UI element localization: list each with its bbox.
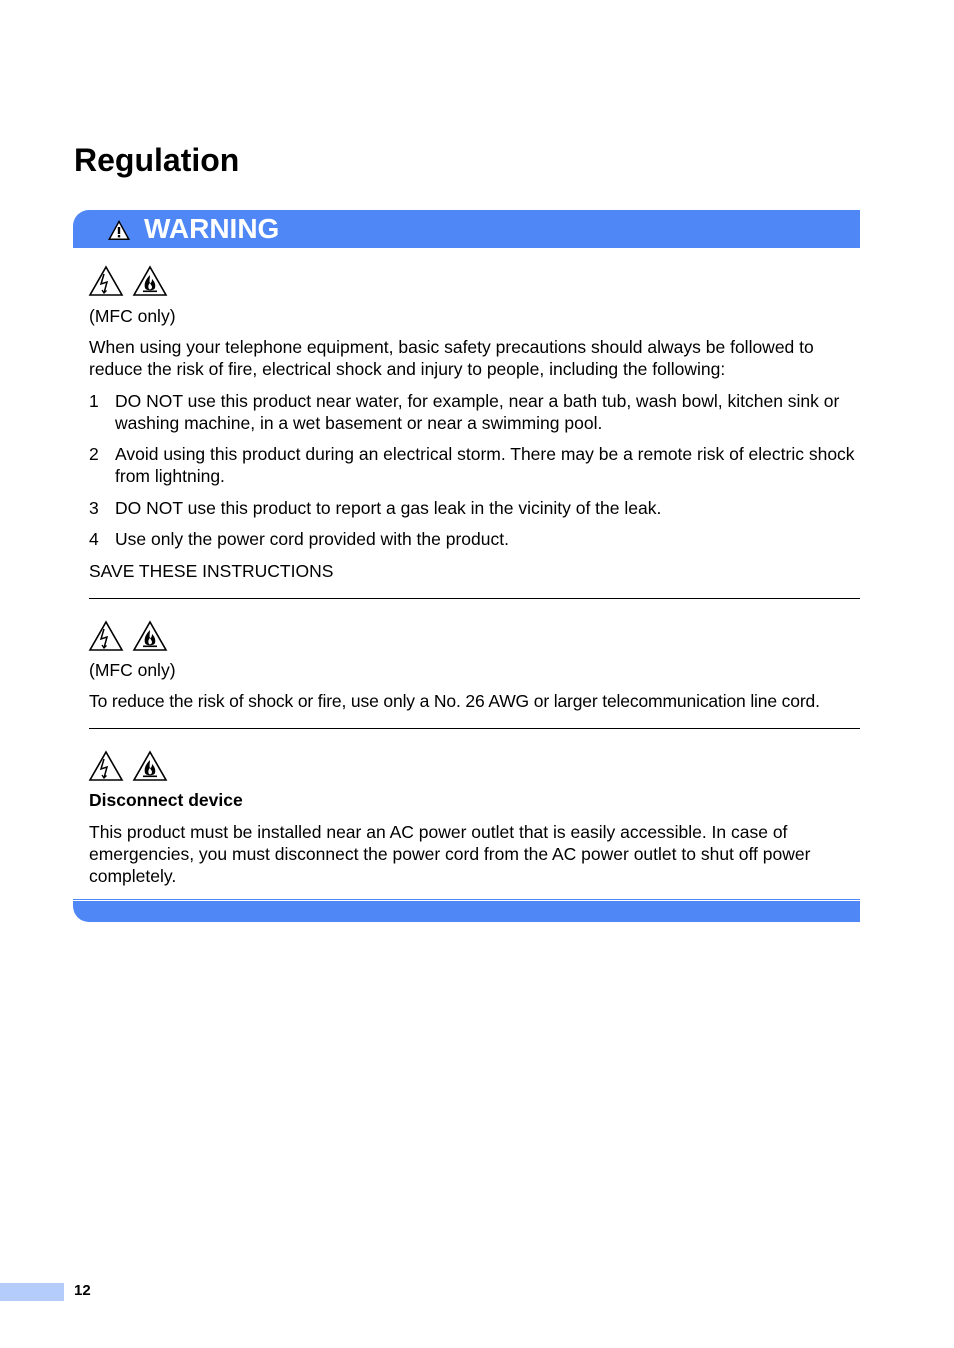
section-divider bbox=[89, 728, 860, 729]
list-number: 3 bbox=[89, 498, 99, 518]
fire-hazard-icon bbox=[132, 265, 168, 297]
disconnect-paragraph: This product must be installed near an AC power outlet that is easily accessible. In case of emergencies, you must disconnect the power cord from the AC power outlet to shut off power completely. bbox=[89, 822, 811, 886]
page-tab bbox=[0, 1283, 64, 1301]
warning-banner bbox=[73, 210, 860, 248]
mfc-note: (MFC only) bbox=[89, 660, 176, 680]
save-instructions: SAVE THESE INSTRUCTIONS bbox=[89, 561, 334, 581]
mfc-note: (MFC only) bbox=[89, 306, 176, 326]
list-item: DO NOT use this product near water, for example, near a bath tub, wash bowl, kitchen sink or washing machine, in a wet basement or near a swimming pool. bbox=[115, 391, 840, 433]
list-number: 1 bbox=[89, 391, 99, 411]
page-title: Regulation bbox=[74, 142, 240, 178]
fire-hazard-icon bbox=[132, 750, 168, 782]
hazard-icons bbox=[88, 750, 168, 782]
hazard-icons bbox=[88, 620, 168, 652]
list-item: Avoid using this product during an electrical storm. There may be a remote risk of electric shock from lightning. bbox=[115, 444, 855, 486]
section-divider bbox=[89, 598, 860, 599]
list-item: DO NOT use this product to report a gas leak in the vicinity of the leak. bbox=[115, 498, 662, 518]
list-item: Use only the power cord provided with the product. bbox=[115, 529, 509, 549]
page-number: 12 bbox=[74, 1282, 91, 1299]
list-number: 4 bbox=[89, 529, 99, 549]
warning-label: WARNING bbox=[144, 213, 280, 244]
warning-triangle-icon bbox=[107, 219, 131, 241]
hazard-icons bbox=[88, 265, 168, 297]
electrical-hazard-icon bbox=[88, 750, 124, 782]
line-cord-paragraph: To reduce the risk of shock or fire, use only a No. 26 AWG or larger telecommunication line cord. bbox=[89, 691, 820, 711]
warning-bottom-line bbox=[73, 899, 860, 900]
electrical-hazard-icon bbox=[88, 265, 124, 297]
list-number: 2 bbox=[89, 444, 99, 464]
warning-footer-bar bbox=[73, 901, 860, 922]
intro-paragraph: When using your telephone equipment, basic safety precautions should always be followed to reduce the risk of fire, electrical shock and injury to people, including the following: bbox=[89, 337, 814, 379]
fire-hazard-icon bbox=[132, 620, 168, 652]
disconnect-heading: Disconnect device bbox=[89, 790, 243, 810]
electrical-hazard-icon bbox=[88, 620, 124, 652]
